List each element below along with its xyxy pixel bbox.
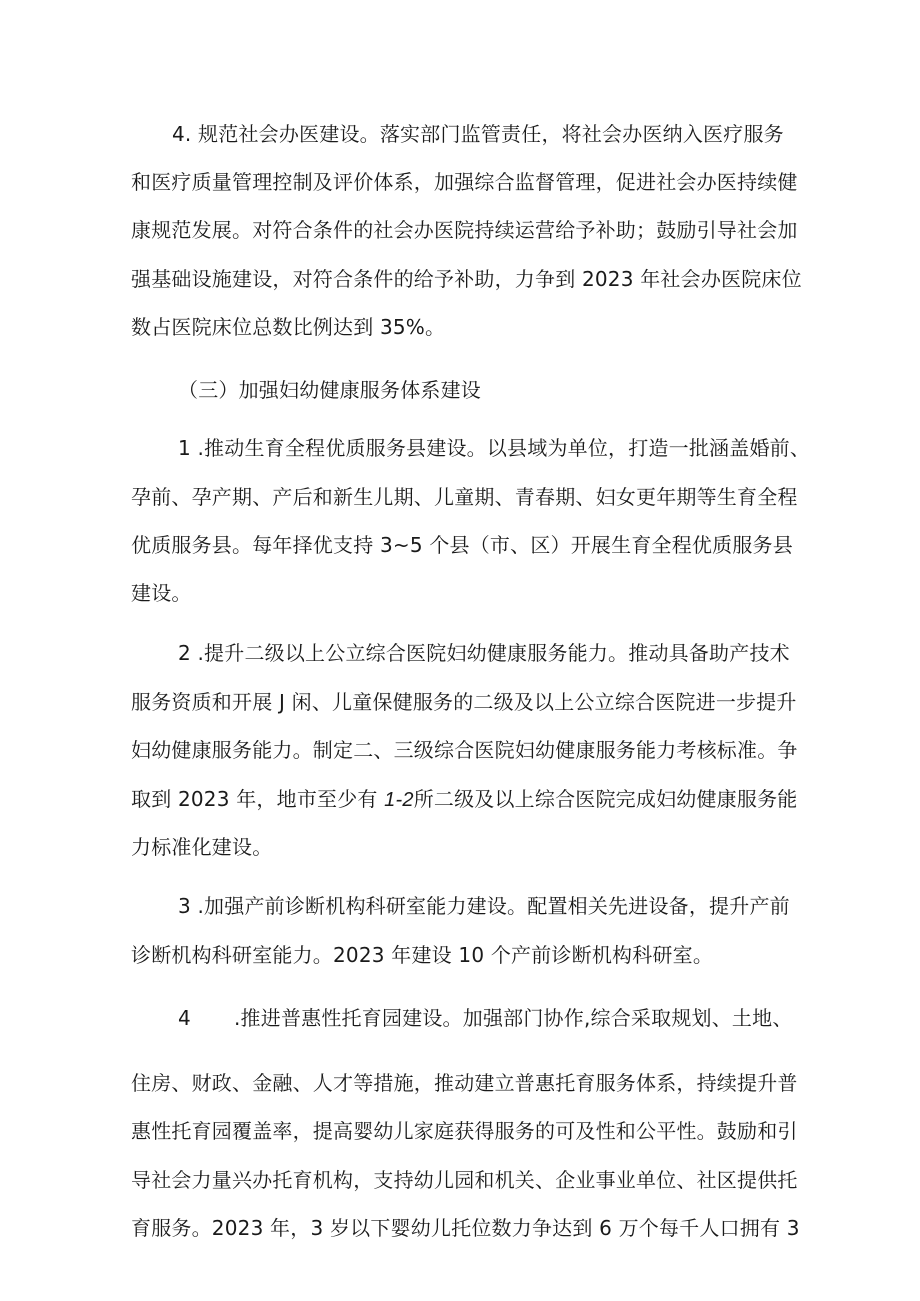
item-2-range: 1-2 xyxy=(384,789,414,811)
item-1-line-4: 建设。 xyxy=(131,581,192,605)
paragraph-4-line-5: 数占医院床位总数比例达到 35%。 xyxy=(131,315,446,339)
item-2-line-4 xyxy=(131,785,798,814)
paragraph-4-line-3: 康规范发展。对符合条件的社会办医院持续运营给予补助；鼓励引导社会加 xyxy=(131,218,798,242)
paragraph-4-line-1: 4. 规范社会办医建设。落实部门监管责任，将社会办医纳入医疗服务 xyxy=(172,122,784,146)
item-2-line-4-end: 所二级及以上综合医院完成妇幼健康服务能 xyxy=(413,787,798,811)
item-2-line-5: 力标准化建设。 xyxy=(131,835,273,859)
item-2-line-2: 服务资质和开展 J 闲、儿童保健服务的二级及以上公立综合医院进一步提升 xyxy=(131,690,797,714)
item-1-line-1: 1 .推动生育全程优质服务县建设。以县域为单位，打造一批涵盖婚前、 xyxy=(178,436,811,460)
item-4-number: 4 xyxy=(178,1006,191,1030)
item-2-line-1: 2 .提升二级以上公立综合医院妇幼健康服务能力。推动具备助产技术 xyxy=(178,641,790,665)
item-2-line-3: 妇幼健康服务能力。制定二、三级综合医院妇幼健康服务能力考核标准。争 xyxy=(131,738,798,762)
item-4-line-1: .推进普惠性托育园建设。加强部门协作,综合采取规划、土地、 xyxy=(234,1006,793,1030)
item-2-line-4-start: 取到 2023 年，地市至少有 xyxy=(131,787,385,811)
item-1-line-2: 孕前、孕产期、产后和新生儿期、儿童期、青春期、妇女更年期等生育全程 xyxy=(131,485,798,509)
paragraph-4-line-4: 强基础设施建设，对符合条件的给予补助，力争到 2023 年社会办医院床位 xyxy=(131,267,802,291)
item-4-line-3: 惠性托育园覆盖率，提高婴幼儿家庭获得服务的可及性和公平性。鼓励和引 xyxy=(131,1119,798,1143)
item-4-line-2: 住房、财政、金融、人才等措施，推动建立普惠托育服务体系，持续提升普 xyxy=(131,1071,798,1095)
item-1-line-3: 优质服务县。每年择优支持 3~5 个县（市、区）开展生育全程优质服务县 xyxy=(131,533,793,557)
item-3-line-1: 3 .加强产前诊断机构科研室能力建设。配置相关先进设备，提升产前 xyxy=(178,894,790,918)
item-3-line-2: 诊断机构科研室能力。2023 年建设 10 个产前诊断机构科研室。 xyxy=(131,943,714,967)
item-4-line-4: 导社会力量兴办托育机构，支持幼儿园和机关、企业事业单位、社区提供托 xyxy=(131,1168,798,1192)
paragraph-4-line-2: 和医疗质量管理控制及评价体系，加强综合监督管理，促进社会办医持续健 xyxy=(131,170,798,194)
item-4-line-5: 育服务。2023 年，3 岁以下婴幼儿托位数力争达到 6 万个每千人口拥有 3 xyxy=(131,1216,800,1240)
section-heading: （三）加强妇幼健康服务体系建设 xyxy=(178,378,481,402)
